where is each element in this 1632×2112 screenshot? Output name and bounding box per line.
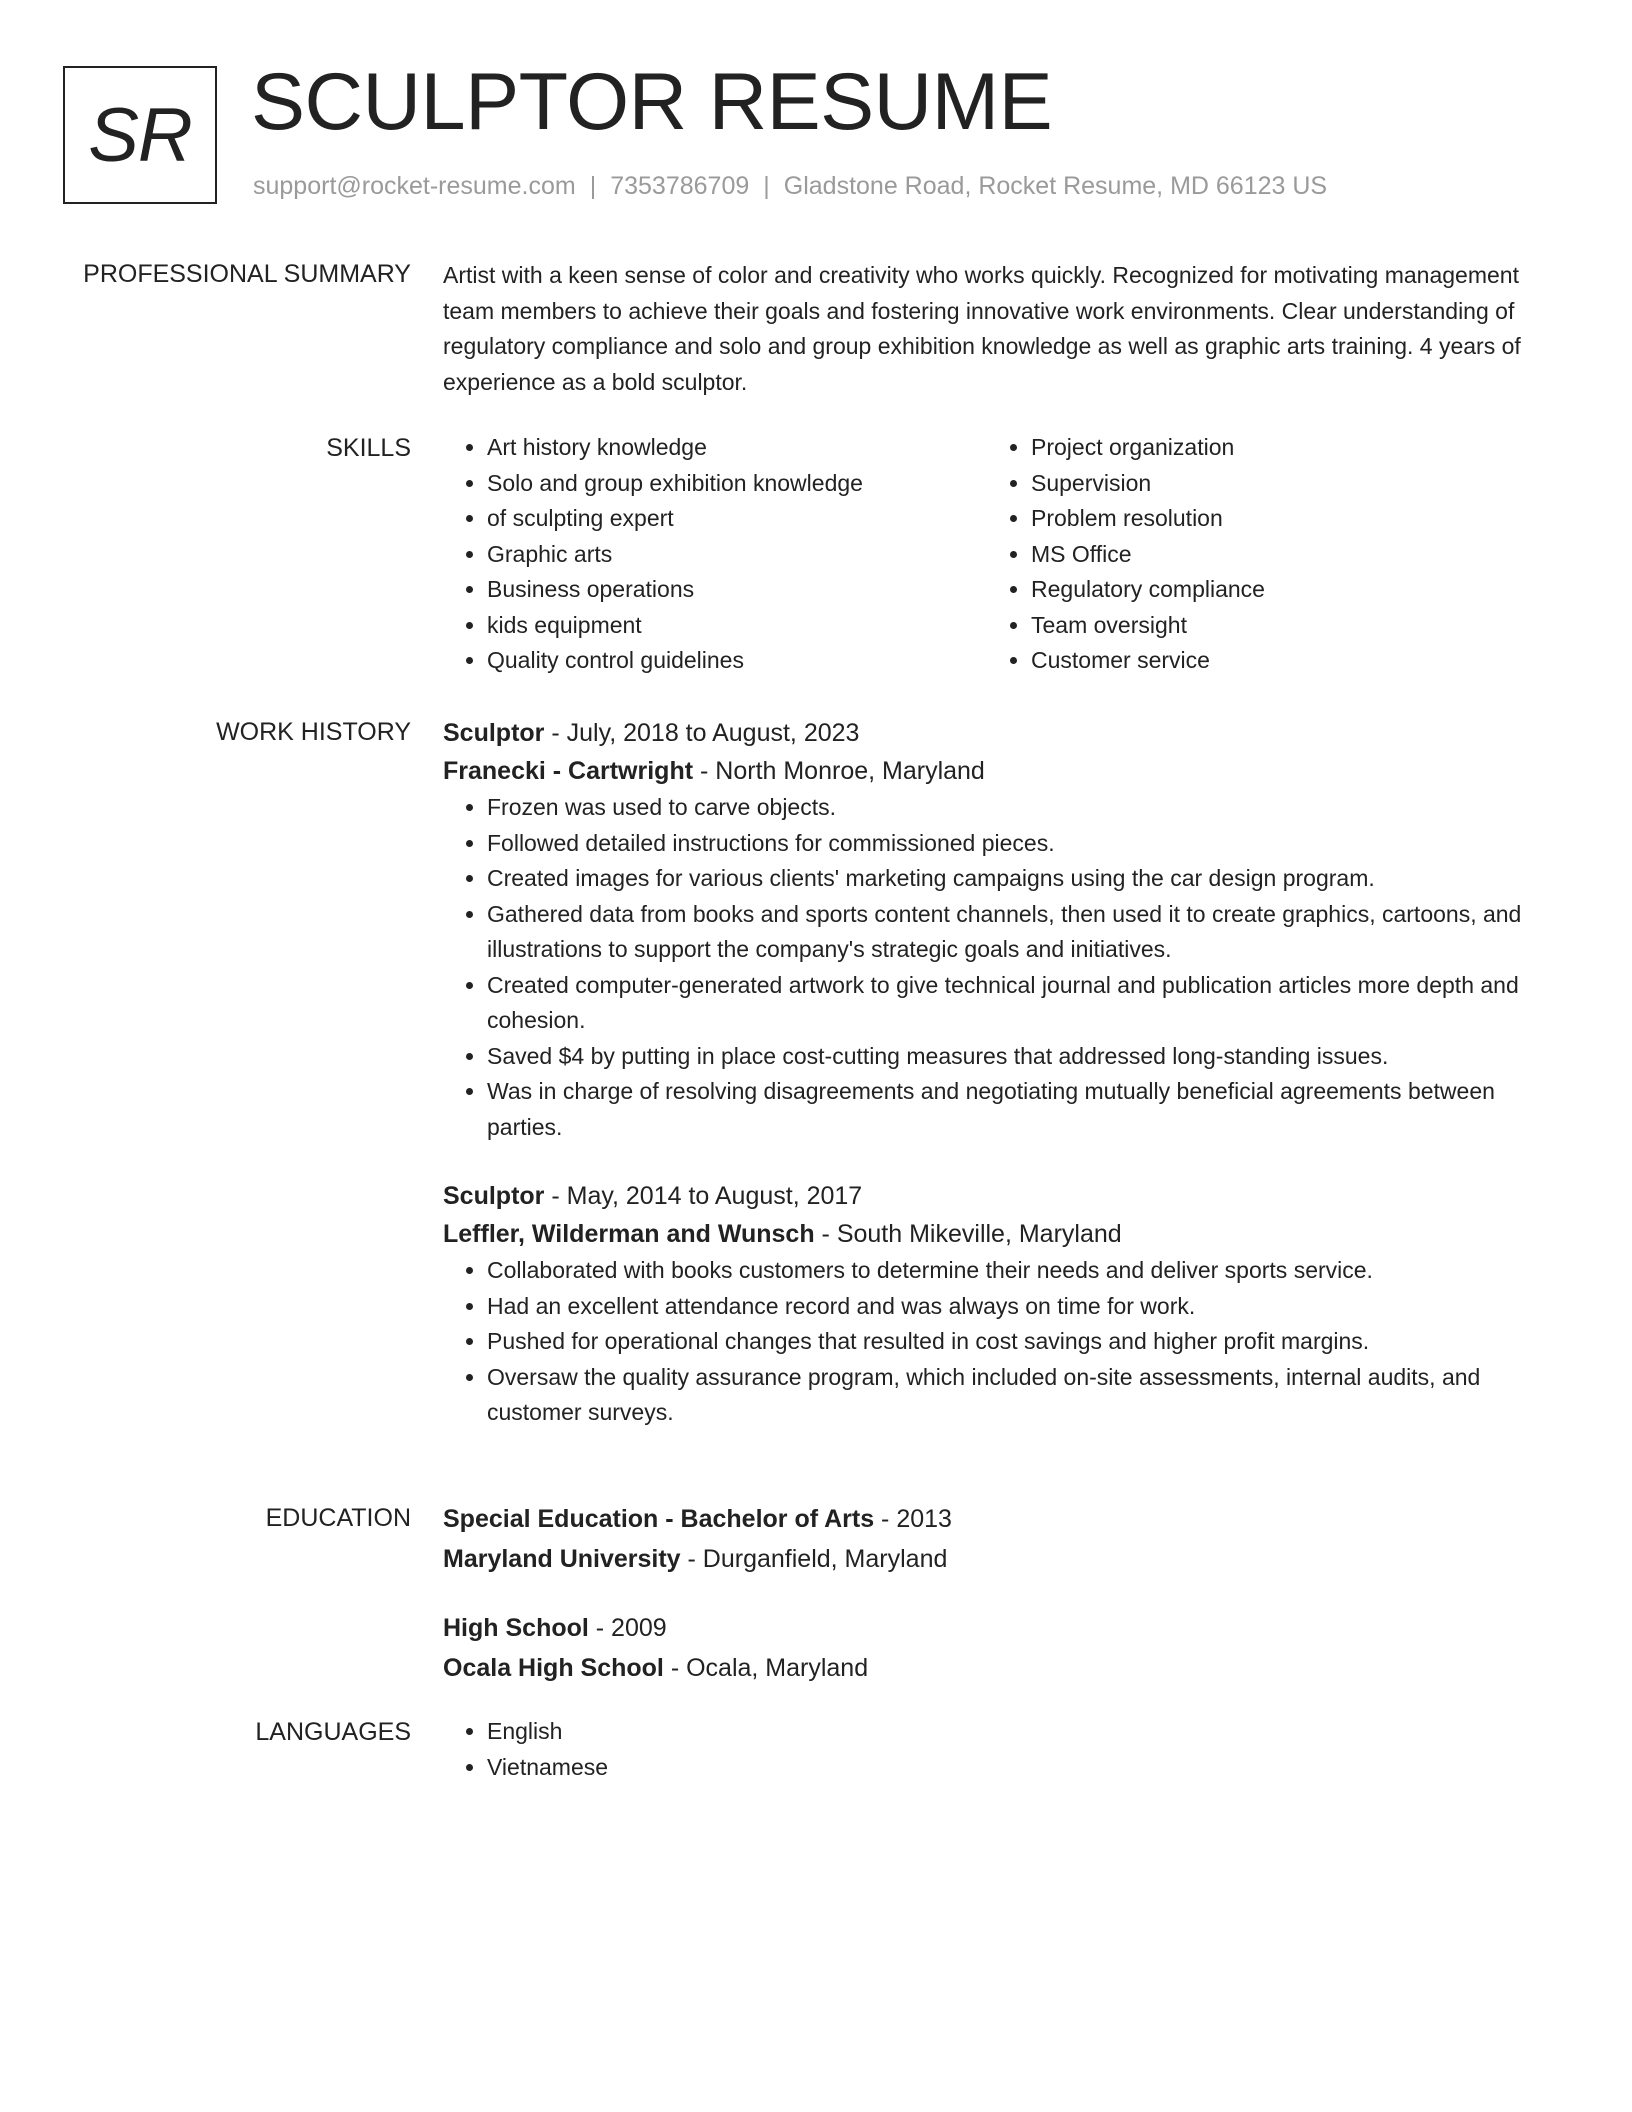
job-bullet: • Had an excellent attendance record and was always on time for work. bbox=[487, 1289, 1558, 1325]
job-bullet: • Saved $4 by putting in place cost-cutting measures that addressed long-standing issues. bbox=[487, 1039, 1558, 1075]
education-entry bbox=[443, 1500, 1558, 1578]
job-bullet: • Oversaw the quality assurance program, which included on-site assessments, internal audits, and customer surveys. bbox=[487, 1360, 1558, 1431]
skill-item: • Solo and group exhibition knowledge bbox=[487, 466, 983, 502]
job-dates: - July, 2018 to August, 2023 bbox=[544, 719, 860, 747]
job-title: Sculptor bbox=[443, 1182, 545, 1210]
job-company-line bbox=[443, 752, 1558, 790]
education-body bbox=[443, 1500, 1558, 1687]
work-history-body bbox=[443, 714, 1558, 1431]
education-degree-line bbox=[443, 1609, 1558, 1647]
section-label-summary: PROFESSIONAL SUMMARY bbox=[83, 260, 411, 288]
education-school: Ocala High School bbox=[443, 1654, 664, 1682]
skills-column-right bbox=[987, 430, 1527, 679]
contact-separator: | bbox=[763, 172, 770, 200]
education-degree: Special Education - Bachelor of Arts bbox=[443, 1505, 875, 1533]
job-title: Sculptor bbox=[443, 719, 545, 747]
skill-item: • Art history knowledge bbox=[487, 430, 983, 466]
contact-email: support@rocket-resume.com bbox=[253, 172, 576, 200]
education-degree-line bbox=[443, 1500, 1558, 1538]
job-bullet: • Created images for various clients' marketing campaigns using the car design program. bbox=[487, 861, 1558, 897]
job-bullets bbox=[443, 1253, 1558, 1431]
languages-body bbox=[443, 1714, 1558, 1785]
job-location: - South Mikeville, Maryland bbox=[814, 1220, 1122, 1248]
job-entry bbox=[443, 714, 1558, 1145]
job-bullets bbox=[443, 790, 1558, 1145]
job-bullet: • Followed detailed instructions for commissioned pieces. bbox=[487, 826, 1558, 862]
summary-text: Artist with a keen sense of color and creativity who works quickly. Recognized for motivating management team members to achieve their goals and fostering innovative work environments. Clear understanding of regulatory compliance and solo and group exhibition knowledge as well as graphic arts training. 4 years of experience as a bold sculptor. bbox=[443, 262, 1521, 395]
summary-body bbox=[443, 258, 1558, 400]
job-entry bbox=[443, 1177, 1558, 1431]
job-title-line bbox=[443, 1177, 1558, 1215]
contact-address: Gladstone Road, Rocket Resume, MD 66123 US bbox=[783, 172, 1328, 200]
language-item: • English bbox=[487, 1714, 1558, 1750]
job-bullet: • Frozen was used to carve objects. bbox=[487, 790, 1558, 826]
skill-item: • Team oversight bbox=[1031, 608, 1527, 644]
section-label-work: WORK HISTORY bbox=[216, 718, 411, 746]
education-entry bbox=[443, 1609, 1558, 1687]
education-school: Maryland University bbox=[443, 1545, 681, 1573]
contact-line bbox=[253, 172, 1327, 201]
job-company-line bbox=[443, 1215, 1558, 1253]
skills-column-left bbox=[443, 430, 983, 679]
education-year: - 2013 bbox=[874, 1505, 952, 1533]
language-item: • Vietnamese bbox=[487, 1750, 1558, 1786]
job-bullet: • Pushed for operational changes that resulted in cost savings and higher profit margins. bbox=[487, 1324, 1558, 1360]
skill-item: • Problem resolution bbox=[1031, 501, 1527, 537]
section-label-languages: LANGUAGES bbox=[255, 1718, 411, 1746]
skill-item: • Supervision bbox=[1031, 466, 1527, 502]
languages-list bbox=[443, 1714, 1558, 1785]
job-bullet: • Created computer-generated artwork to give technical journal and publication articles more depth and cohesion. bbox=[487, 968, 1558, 1039]
education-school-line bbox=[443, 1540, 1558, 1578]
skill-item: • kids equipment bbox=[487, 608, 983, 644]
job-bullet: • Collaborated with books customers to determine their needs and deliver sports service. bbox=[487, 1253, 1558, 1289]
monogram-logo: SR bbox=[63, 66, 217, 204]
skill-item: • Project organization bbox=[1031, 430, 1527, 466]
skill-item: • of sculpting expert bbox=[487, 501, 983, 537]
skill-item: • Business operations bbox=[487, 572, 983, 608]
job-location: - North Monroe, Maryland bbox=[693, 757, 985, 785]
skill-item: • Regulatory compliance bbox=[1031, 572, 1527, 608]
job-company: Franecki - Cartwright bbox=[443, 757, 694, 785]
job-bullet: • Gathered data from books and sports content channels, then used it to create graphics, cartoons, and illustrations to support the company's strategic goals and initiatives. bbox=[487, 897, 1558, 968]
contact-phone: 7353786709 bbox=[610, 172, 750, 200]
job-bullet: • Was in charge of resolving disagreements and negotiating mutually beneficial agreements between parties. bbox=[487, 1074, 1558, 1145]
skill-item: • Customer service bbox=[1031, 643, 1527, 679]
education-location: - Durganfield, Maryland bbox=[680, 1545, 948, 1573]
education-degree: High School bbox=[443, 1614, 589, 1642]
section-label-education: EDUCATION bbox=[265, 1504, 411, 1532]
job-company: Leffler, Wilderman and Wunsch bbox=[443, 1220, 815, 1248]
skill-item: • Quality control guidelines bbox=[487, 643, 983, 679]
contact-separator: | bbox=[589, 172, 597, 200]
resume-title: SCULPTOR RESUME bbox=[251, 57, 1053, 147]
skill-item: • MS Office bbox=[1031, 537, 1527, 573]
job-dates: - May, 2014 to August, 2017 bbox=[544, 1182, 863, 1210]
skill-item: • Graphic arts bbox=[487, 537, 983, 573]
education-year: - 2009 bbox=[588, 1614, 667, 1642]
education-location: - Ocala, Maryland bbox=[663, 1654, 869, 1682]
job-title-line bbox=[443, 714, 1558, 752]
section-label-skills: SKILLS bbox=[326, 434, 411, 462]
education-school-line bbox=[443, 1649, 1558, 1687]
